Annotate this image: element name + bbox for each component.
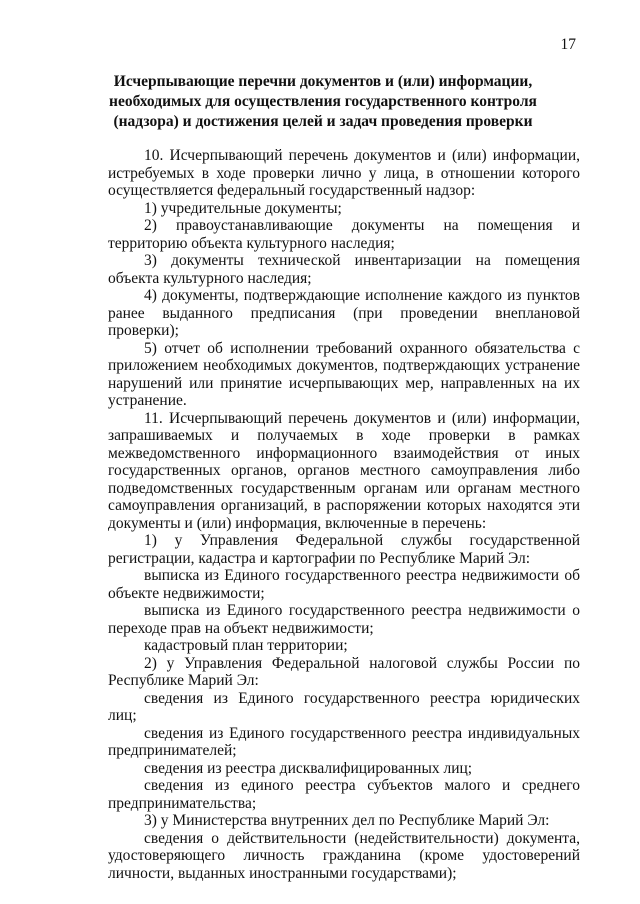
list-item: сведения из единого реестра субъектов малого и среднего предпринимательства;: [108, 777, 580, 812]
list-item: 1) у Управления Федеральной службы государственной регистрации, кадастра и картографии по Республике Марий Эл:: [108, 532, 580, 567]
list-item: сведения из Единого государственного реестра юридических лиц;: [108, 689, 580, 724]
paragraph-10: 10. Исчерпывающий перечень документов и (или) информации, истребуемых в ходе проверки лично у лица, в отношении которого осуществляется федеральный государственный надзор:: [108, 147, 580, 199]
list-item: 3) документы технической инвентаризации на помещения объекта культурного наследия;: [108, 252, 580, 287]
page-number: 17: [560, 36, 576, 53]
list-item: сведения из Единого государственного реестра индивидуальных предпринимателей;: [108, 724, 580, 759]
list-item: выписка из Единого государственного реестра недвижимости о переходе прав на объект недвижимости;: [108, 602, 580, 637]
list-item: сведения о действительности (недействительности) документа, удостоверяющего личность гражданина (кроме удостоверений личности, выданных иностранными государствами);: [108, 829, 580, 882]
list-item: 5) отчет об исполнении требований охранного обязательства с приложением необходимых документов, подтверждающих устранение нарушений или принятие исчерпывающих мер, направленных на их устранение.: [108, 339, 580, 409]
document-body: [108, 147, 580, 882]
section-heading: Исчерпывающие перечни документов и (или) информации, необходимых для осуществления государственного контроля (надзора) и достижения целей и задач проведения проверки: [109, 73, 537, 130]
list-item: 2) у Управления Федеральной налоговой службы России по Республике Марий Эл:: [108, 654, 580, 689]
list-item: сведения из реестра дисквалифицированных лиц;: [144, 759, 473, 777]
paragraph-11: 11. Исчерпывающий перечень документов и (или) информации, запрашиваемых и получаемых в ходе проверки в рамках межведомственного информационного взаимодействия от иных государственных органов, органов местного самоуправления либо подведомственных государственным органам или органам местного самоуправления организаций, в распоряжении которых находятся эти документы и (или) информация, включенные в перечень:: [108, 409, 580, 532]
list-item: 2) правоустанавливающие документы на помещения и территорию объекта культурного наследия;: [108, 217, 580, 252]
list-item: выписка из Единого государственного реестра недвижимости об объекте недвижимости;: [108, 567, 580, 602]
list-item: 1) учредительные документы;: [144, 199, 342, 217]
list-item: 4) документы, подтверждающие исполнение каждого из пунктов ранее выданного предписания (при проведении внеплановой проверки);: [108, 287, 580, 339]
list-item: кадастровый план территории;: [144, 637, 348, 654]
list-item: 3) у Министерства внутренних дел по Республике Марий Эл:: [144, 812, 550, 829]
